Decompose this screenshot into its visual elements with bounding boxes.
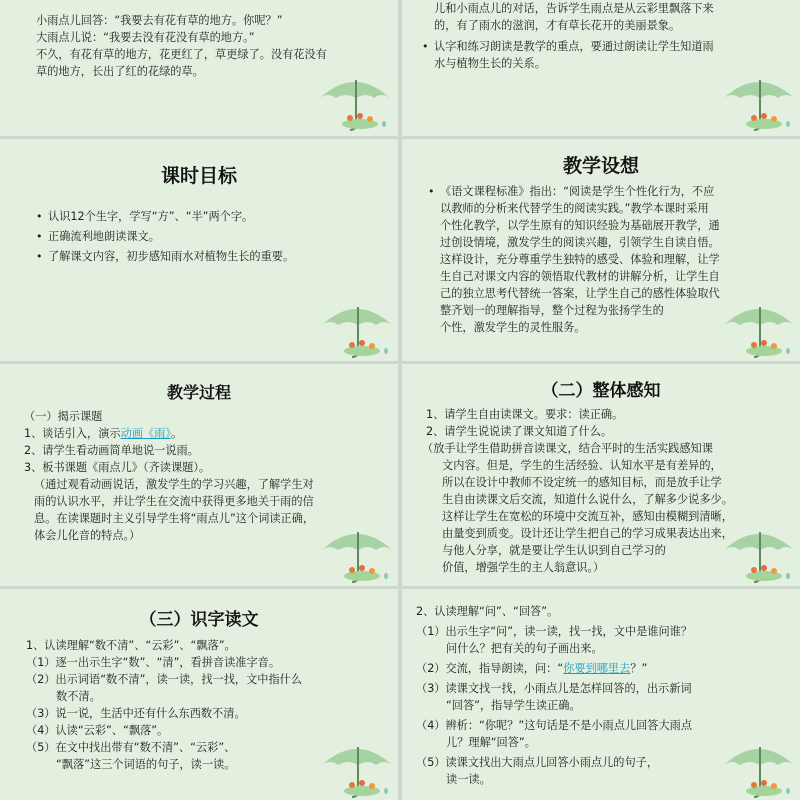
text-line: 1、请学生自由读课文。要求：读正确。: [426, 408, 624, 421]
text-line: 生自己对课文内容的领悟取代教材的讲解分析，让学生自: [440, 270, 720, 283]
text-line: 这样设计，充分尊重学生独特的感受、体验和理解，让学: [440, 253, 720, 266]
slide-5-text: [24, 408, 314, 544]
umbrella-decoration-icon: [318, 524, 396, 586]
text-line: （5）在文中找出带有“数不清”、“云彩”、: [26, 741, 236, 754]
text-line: 个性，激发学生的灵性服务。: [440, 321, 586, 334]
slide-4-text: [422, 183, 720, 336]
text-line: （2）出示词语“数不清”，读一读，找一找，文中指什么: [26, 673, 303, 686]
slide-6[interactable]: [402, 364, 800, 586]
text-line: 草的地方，长出了红的花绿的草。: [36, 65, 204, 78]
text-line: 息。在读课题时主义引导学生将“雨点儿”这个词读正确，: [34, 512, 315, 525]
bullet-item: • 了解课文内容，初步感知雨水对植物生长的重要。: [30, 247, 294, 267]
umbrella-decoration-icon: [318, 739, 396, 800]
text-line: （3）说一说，生活中还有什么东西数不清。: [26, 707, 246, 720]
bullet-item: [416, 38, 714, 55]
slide-7[interactable]: [0, 589, 398, 800]
animation-link[interactable]: 动画《雨》: [120, 427, 171, 440]
text-line: 儿和小雨点儿的对话，告诉学生雨点是从云彩里飘落下来: [434, 2, 714, 15]
text-line: （4）认读“云彩”、“飘落”。: [26, 724, 169, 737]
text-line: 2、认读理解“问”、“回答”。: [416, 605, 559, 618]
slide-3[interactable]: [0, 139, 398, 361]
slide-8-text: [416, 603, 692, 788]
text-line: 个性化教学，以学生原有的知识经验为基础展开教学，通: [440, 219, 720, 232]
text-line: [416, 660, 692, 677]
umbrella-decoration-icon: [720, 72, 798, 136]
slide-5[interactable]: [0, 364, 398, 586]
text-span: （2）交流，指导朗读，问：“: [416, 662, 564, 675]
slide-2[interactable]: [402, 0, 800, 136]
slide-1[interactable]: [0, 0, 398, 136]
text-line: （5）读课文找出大雨点儿回答小雨点儿的句子，: [416, 756, 659, 769]
text-span: ？”: [630, 662, 648, 675]
umbrella-decoration-icon: [720, 739, 798, 800]
text-line: （4）辨析：“你呢？”这句话是不是小雨点儿回答大雨点: [416, 719, 693, 732]
umbrella-decoration-icon: [720, 524, 798, 586]
text-line: 体会儿化音的特点。）: [34, 529, 141, 542]
umbrella-decoration-icon: [720, 299, 798, 361]
text-span: 1、谈话引入，演示: [24, 427, 121, 440]
text-line: “回答”，指导学生读正确。: [446, 699, 581, 712]
question-link[interactable]: 你要到哪里去: [563, 662, 631, 675]
text-line: （一）揭示课题: [24, 410, 103, 423]
text-line: 儿？理解“回答”。: [446, 736, 536, 749]
text-line: 读一读。: [446, 773, 491, 786]
text-line: 水与植物生长的关系。: [434, 57, 546, 70]
text-line: 不久，有花有草的地方，花更红了，草更绿了。没有花没有: [36, 48, 327, 61]
slide-7-text: [26, 637, 302, 773]
text-line: 文内容。但是，学生的生活经验、认知水平是有差异的，: [442, 459, 722, 472]
text-line: （放手让学生借助拼音读课文，结合平时的生活实践感知课: [422, 442, 713, 455]
slide-2-text: [434, 0, 714, 72]
text-line: 与他人分享，就是要让学生认识到自己学习的: [442, 544, 666, 557]
text-line: 以教师的分析来代替学生的阅读实践。”教学本课时采用: [440, 202, 709, 215]
umbrella-decoration-icon: [318, 299, 396, 361]
text-line: 由量变到质变。设计还让学生把自己的学习成果表达出来，: [442, 527, 733, 540]
slide-title: 教学过程: [166, 383, 231, 402]
slide-title: （二）整体感知: [541, 381, 661, 401]
text-span: 。: [170, 427, 183, 440]
text-line: （3）读课文找一找，小雨点儿是怎样回答的，出示新词: [416, 682, 692, 695]
bullet-item: • 正确流利地朗读课文。: [30, 227, 294, 247]
text-line: 整齐划一的理解指导，整个过程为张扬学生的: [440, 304, 664, 317]
slide-title: 教学设想: [562, 155, 639, 177]
bullet-item: • 认识12个生字，学写“方”、“半”两个字。: [30, 207, 294, 227]
slide-6-text: [422, 406, 733, 576]
text-line: 这样让学生在宽松的环境中交流互补，感知由模糊到清晰，: [442, 510, 733, 523]
slide-8[interactable]: [402, 589, 800, 800]
slide-title: 课时目标: [160, 165, 237, 187]
text-line: 1、认读理解“数不清”、“云彩”、“飘落”。: [26, 639, 236, 652]
slide-title: （三）识字读文: [139, 610, 259, 630]
text-line: 己的独立思考代替统一答案，让学生自己的感性体验取代: [440, 287, 720, 300]
text-line: 2、请学生说说读了课文知道了什么。: [426, 425, 613, 438]
text-line: （通过观看动画说话，激发学生的学习兴趣，了解学生对: [34, 478, 314, 491]
slide-1-text: [36, 12, 327, 80]
text-line: 数不清。: [56, 690, 101, 703]
text-line: 价值，增强学生的主人翁意识。）: [442, 561, 605, 574]
text-line: 生自由读课文后交流，知道什么说什么，了解多少说多少。: [442, 493, 733, 506]
slide-3-text: [30, 207, 294, 267]
text-line: （1）出示生字“问”，读一读，找一找，文中是谁问谁？: [416, 625, 693, 638]
umbrella-decoration-icon: [316, 72, 394, 136]
bullet-item: • 《语文课程标准》指出：“阅读是学生个性化行为，不应: [422, 183, 720, 200]
text-line: 雨的认识水平，并让学生在交流中获得更多地关于雨的信: [34, 495, 314, 508]
text-line: 3、板书课题《雨点儿》（齐读课题）。: [24, 461, 211, 474]
bullet-text: 认字和练习朗读是教学的重点，要通过朗读让学生知道雨: [434, 40, 714, 53]
text-line: 2、请学生看动画简单地说一说雨。: [24, 444, 199, 457]
text-line: 所以在设计中教师不设定统一的感知目标，而是放手让学: [442, 476, 722, 489]
text-line: 过创设情境，激发学生的阅读兴趣，引领学生自读自悟。: [440, 236, 720, 249]
text-line: 大雨点儿说：“我要去没有花没有草的地方。”: [36, 31, 255, 44]
text-line: “飘落”这三个词语的句子，读一读。: [56, 758, 236, 771]
text-line: 问什么？把有关的句子画出来。: [446, 642, 603, 655]
text-line: 的，有了雨水的滋润，才有草长花开的美丽景象。: [434, 19, 681, 32]
text-line: （1）逐一出示生字“数”、“清”，看拼音读准字音。: [26, 656, 281, 669]
slide-4[interactable]: [402, 139, 800, 361]
text-line: 小雨点儿回答：“我要去有花有草的地方。你呢？”: [36, 14, 283, 27]
text-line: [24, 425, 314, 442]
